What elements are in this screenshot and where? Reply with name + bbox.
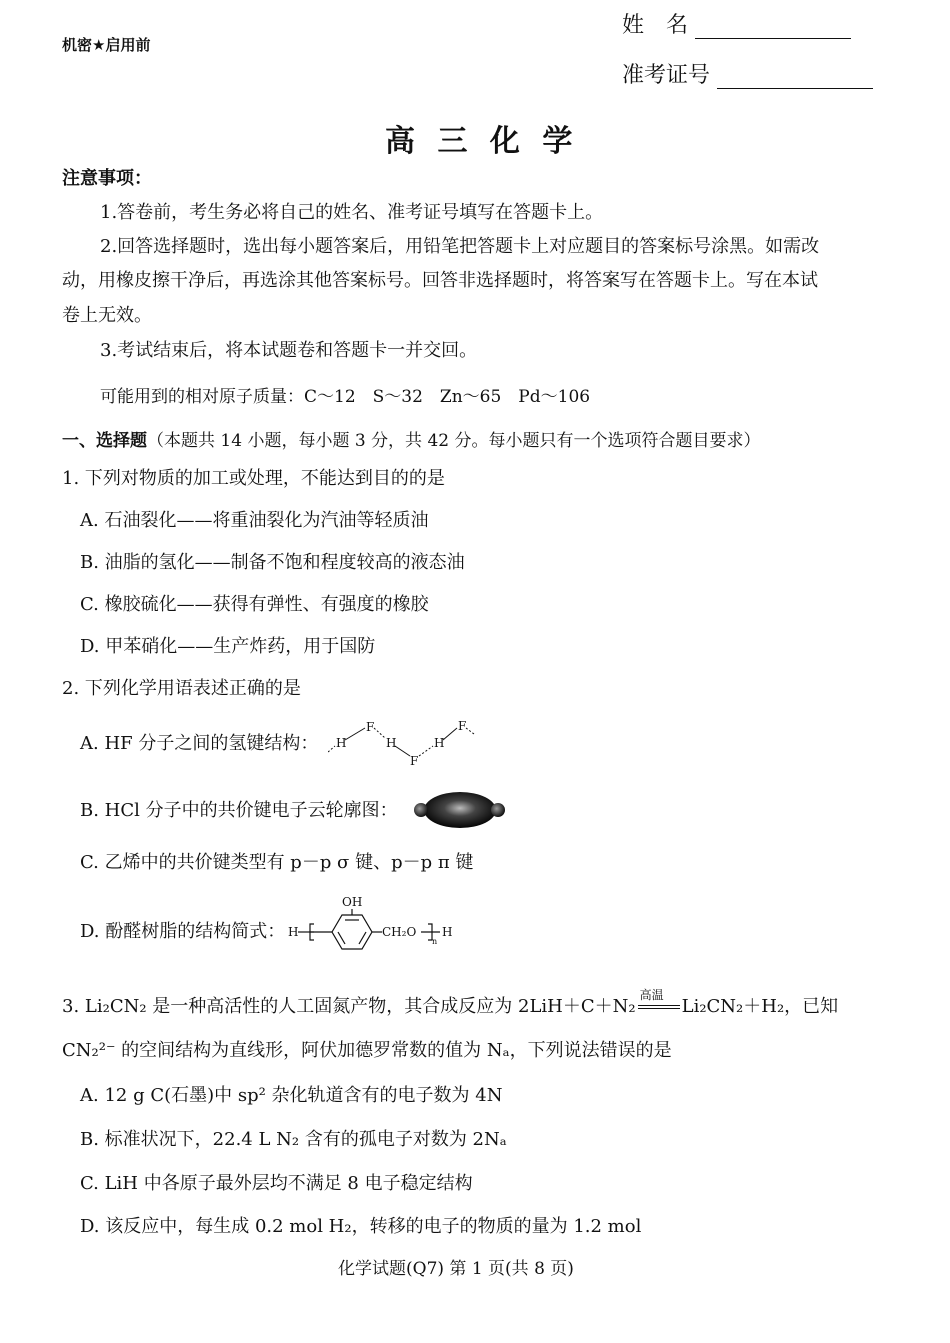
q3-stem-post: Li₂CN₂＋H₂，已知	[681, 996, 839, 1017]
q2-option-c: C. 乙烯中的共价键类型有 p－p σ 键、p－p π 键	[80, 852, 474, 873]
section-heading	[62, 430, 761, 452]
resin-end-h-left: H	[288, 925, 299, 939]
note-item-2-line2: 动，用橡皮擦干净后，再选涂其他答案标号。回答非选择题时，将答案写在答题卡上。写在本试	[62, 270, 818, 291]
notes-heading: 注意事项：	[62, 168, 152, 189]
resin-ch2o-label: CH₂O	[382, 925, 417, 939]
confidential-label: 机密★启用前	[62, 36, 151, 54]
q3-option-b: B. 标准状况下，22.4 L N₂ 含有的孤电子对数为 2Nₐ	[80, 1129, 507, 1150]
reaction-arrow-line-bottom	[638, 1008, 680, 1009]
hf-atom-f1: F	[366, 720, 375, 734]
resin-oh-label: OH	[342, 895, 363, 909]
section-title: 一、选择题	[62, 431, 147, 451]
q3-stem-line2: CN₂²⁻ 的空间结构为直线形，阿伏加德罗常数的值为 Nₐ，下列说法错误的是	[62, 1040, 672, 1061]
page-footer: 化学试题(Q7) 第 1 页(共 8 页)	[338, 1259, 574, 1279]
note-item-1: 1.答卷前，考生务必将自己的姓名、准考证号填写在答题卡上。	[100, 202, 604, 223]
q1-option-a: A. 石油裂化——将重油裂化为汽油等轻质油	[80, 510, 429, 531]
phenolic-resin-structure	[288, 890, 468, 970]
note-item-3: 3.考试结束后，将本试题卷和答题卡一并交回。	[100, 340, 478, 361]
q1-stem: 1. 下列对物质的加工或处理，不能达到目的的是	[62, 468, 445, 489]
hf-atom-h1: H	[336, 736, 347, 750]
section-desc: （本题共 14 小题，每小题 3 分，共 42 分。每小题只有一个选项符合题目要求）	[147, 431, 761, 451]
q3-option-c: C. LiH 中各原子最外层均不满足 8 电子稳定结构	[80, 1173, 473, 1194]
reaction-arrow	[636, 988, 682, 1018]
exam-id-blank[interactable]	[717, 64, 873, 89]
q1-option-b: B. 油脂的氢化——制备不饱和程度较高的液态油	[80, 552, 465, 573]
q3-stem-line1	[62, 988, 839, 1018]
page-title: 高 三 化 学	[385, 124, 579, 159]
note-item-2-line1: 2.回答选择题时，选出每小题答案后，用铅笔把答题卡上对应题目的答案标号涂黑。如需改	[100, 236, 820, 257]
hf-atom-h2: H	[386, 736, 397, 750]
exam-id-label: 准考证号	[622, 63, 711, 88]
atomic-masses: 可能用到的相对原子质量：C～12 S～32 Zn～65 Pd～106	[100, 387, 591, 407]
reaction-arrow-line-top	[638, 1005, 680, 1006]
hf-atom-f2: F	[410, 754, 419, 768]
exam-id-field	[622, 58, 873, 89]
name-label: 姓 名	[622, 13, 689, 38]
hf-atom-f3: F	[458, 719, 467, 733]
name-blank[interactable]	[695, 14, 851, 39]
hcl-electron-cloud-diagram	[412, 790, 508, 830]
q2-option-a: A. HF 分子之间的氢键结构：	[80, 733, 319, 754]
reaction-condition: 高温	[639, 988, 664, 1002]
q2-stem: 2. 下列化学用语表述正确的是	[62, 678, 301, 699]
hf-atom-h3: H	[434, 736, 445, 750]
q2-option-d: D. 酚醛树脂的结构简式：	[80, 921, 286, 942]
q1-option-d: D. 甲苯硝化——生产炸药，用于国防	[80, 636, 376, 657]
q3-option-d: D. 该反应中，每生成 0.2 mol H₂，转移的电子的物质的量为 1.2 mol	[80, 1216, 642, 1237]
q2-option-b: B. HCl 分子中的共价键电子云轮廓图：	[80, 800, 398, 821]
note-item-2-line3: 卷上无效。	[62, 305, 152, 326]
hf-hydrogen-bond-diagram	[328, 716, 488, 770]
resin-subscript-n: n	[432, 937, 438, 946]
resin-end-h-right: H	[442, 925, 453, 939]
q3-option-a: A. 12 g C(石墨)中 sp² 杂化轨道含有的电子数为 4N	[80, 1085, 503, 1106]
q1-option-c: C. 橡胶硫化——获得有弹性、有强度的橡胶	[80, 594, 429, 615]
q3-stem-pre: 3. Li₂CN₂ 是一种高活性的人工固氮产物，其合成反应为 2LiH＋C＋N₂	[62, 996, 636, 1017]
name-field	[622, 8, 851, 39]
